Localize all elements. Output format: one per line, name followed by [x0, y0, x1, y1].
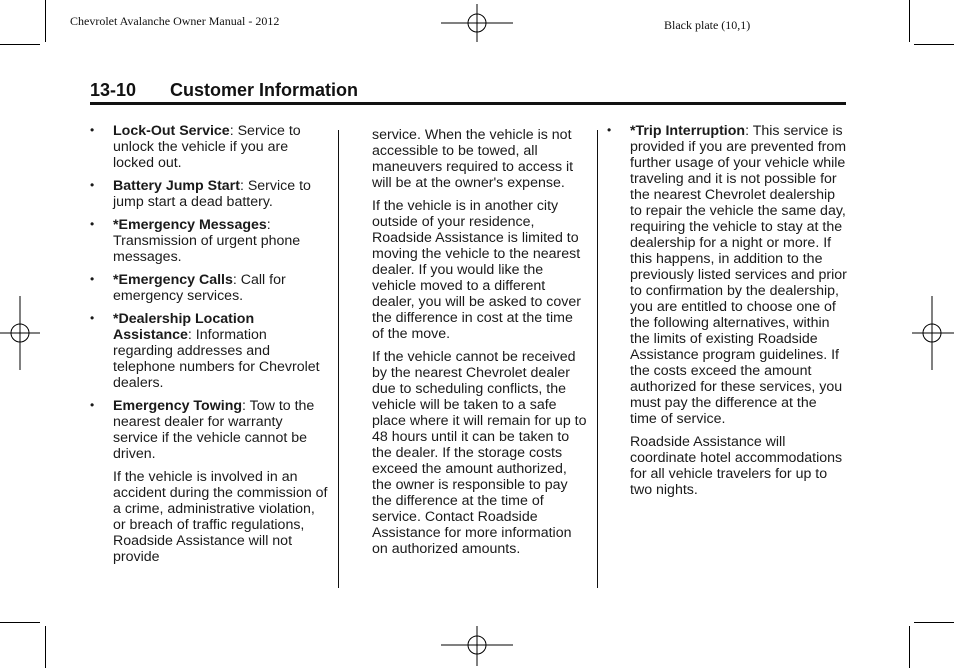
bullet-icon: •	[90, 217, 95, 231]
plate-label: Black plate (10,1)	[664, 18, 751, 32]
item-text: : Service to jump start a dead battery.	[113, 178, 311, 210]
column-2	[372, 127, 588, 564]
running-header-title: Chevrolet Avalanche Owner Manual - 2012	[70, 14, 280, 28]
item-term: Lock-Out Service	[113, 123, 230, 139]
bullet-icon: •	[90, 398, 95, 412]
column-3	[607, 123, 847, 505]
bullet-icon: •	[607, 123, 612, 137]
crop-mark	[909, 0, 910, 42]
registration-mark-icon	[912, 296, 954, 370]
bullet-icon: •	[90, 123, 95, 137]
body-paragraph: service. When the vehicle is not accessible to be towed, all maneuvers required to access it will be at the owner's expense.	[372, 127, 574, 191]
body-paragraph: Roadside Assistance will coordinate hotel accommodations for all vehicle travelers for up to two nights.	[630, 434, 843, 498]
crop-mark	[0, 622, 40, 623]
crop-mark	[45, 626, 46, 668]
list-item	[90, 123, 330, 171]
bullet-icon: •	[90, 178, 95, 192]
item-text: : This service is provided if you are prevented from further usage of your vehicle while traveling and it is not possible for the nearest Chevrolet dealership to repair the vehicle the same day, requiring the vehicle to stay at the dealership for a night or more. If this happens, in addition to the previously listed services and prior to confirmation by the dealership, you are entitled to choose one of the following alternatives, within the limits of existing Roadside Assistance program guidelines. If the costs exceed the amount authorized for these services, you must pay the difference at the time of service.	[630, 123, 847, 427]
item-term: *Emergency Messages	[113, 217, 267, 233]
list-item	[90, 272, 330, 304]
list-item	[90, 217, 330, 265]
item-text: : Tow to the nearest dealer for warranty service if the vehicle cannot be driven.	[113, 398, 315, 462]
crop-mark	[0, 44, 40, 45]
crop-mark	[909, 626, 910, 668]
item-text: : Information regarding addresses and telephone numbers for Chevrolet dealers.	[113, 327, 320, 391]
column-1	[90, 123, 330, 572]
body-paragraph: If the vehicle cannot be received by the nearest Chevrolet dealer due to scheduling conflicts, the vehicle will be taken to a safe place where it will remain for up to 48 hours until it can be taken to the dealer. If the storage costs exceed the amount authorized, the owner is responsible to pay the difference at the time of service. Contact Roadside Assistance for more information on authorized amounts.	[372, 349, 587, 557]
registration-mark-icon	[441, 626, 513, 666]
item-term: *Dealership Location Assistance	[113, 311, 255, 343]
heading-rule	[90, 102, 846, 105]
item-text: : Transmission of urgent phone messages.	[113, 217, 301, 265]
item-term: *Trip Interruption	[630, 123, 746, 139]
registration-mark-icon	[0, 296, 40, 370]
column-divider	[597, 130, 598, 588]
item-term: *Emergency Calls	[113, 272, 233, 288]
crop-mark	[45, 0, 46, 42]
body-paragraph: If the vehicle is in another city outside of your residence, Roadside Assistance is limited to moving the vehicle to the nearest dealer. If you would like the vehicle moved to a different dealer, you will be asked to cover the difference in cost at the time of the move.	[372, 198, 581, 342]
list-item	[90, 311, 330, 391]
column-divider	[338, 130, 339, 588]
list-item	[607, 123, 847, 427]
item-text: : Service to unlock the vehicle if you are locked out.	[113, 123, 301, 171]
crop-mark	[914, 622, 954, 623]
page-number: 13-10	[90, 80, 137, 100]
bullet-icon: •	[90, 272, 95, 286]
crop-mark	[914, 44, 954, 45]
section-heading	[90, 80, 846, 101]
body-paragraph: If the vehicle is involved in an accident during the commission of a crime, administrative violation, or breach of traffic regulations, Roadside Assistance will not provide	[113, 469, 328, 565]
item-term: Emergency Towing	[113, 398, 243, 414]
list-item	[90, 178, 330, 210]
section-title: Customer Information	[170, 80, 359, 100]
registration-mark-icon	[441, 4, 513, 42]
item-text: : Call for emergency services.	[113, 272, 286, 304]
list-item	[90, 398, 330, 462]
item-term: Battery Jump Start	[113, 178, 240, 194]
bullet-icon: •	[90, 311, 95, 325]
